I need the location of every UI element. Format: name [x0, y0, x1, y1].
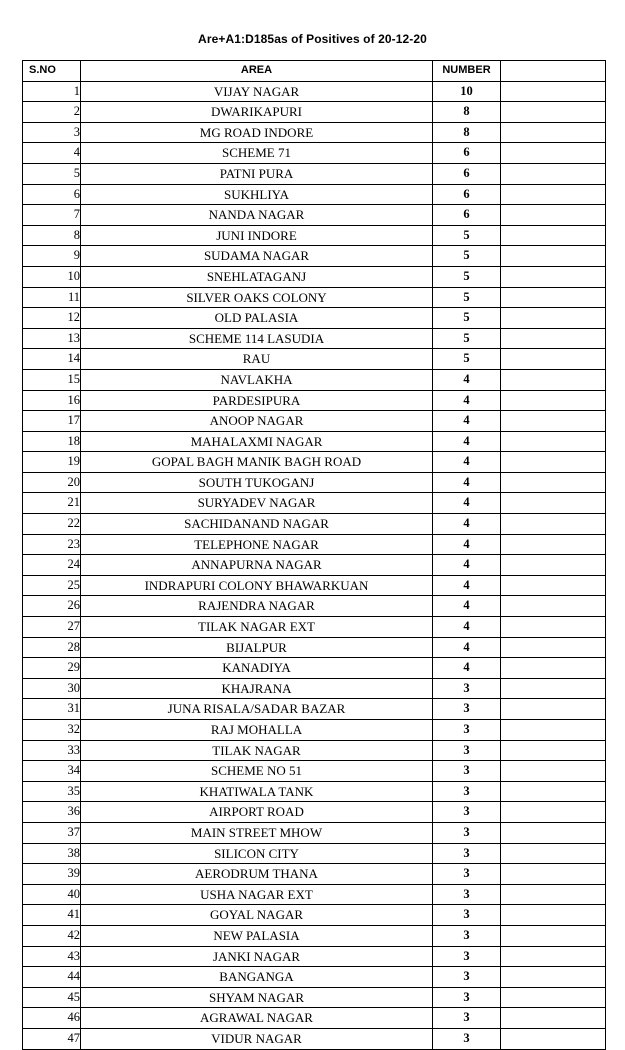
cell-number: 3: [433, 802, 501, 823]
cell-blank: [501, 266, 606, 287]
cell-sno: 3: [23, 122, 81, 143]
table-row: [23, 967, 606, 988]
cell-number: 6: [433, 184, 501, 205]
cell-blank: [501, 802, 606, 823]
cell-sno: 19: [23, 452, 81, 473]
column-header-area: AREA: [81, 61, 433, 82]
cell-area: USHA NAGAR EXT: [81, 884, 433, 905]
cell-number: 3: [433, 761, 501, 782]
cell-blank: [501, 102, 606, 123]
cell-blank: [501, 617, 606, 638]
cell-sno: 31: [23, 699, 81, 720]
cell-number: 4: [433, 411, 501, 432]
cell-area: SACHIDANAND NAGAR: [81, 514, 433, 535]
cell-blank: [501, 967, 606, 988]
cell-area: RAU: [81, 349, 433, 370]
table-row: [23, 720, 606, 741]
cell-number: 3: [433, 720, 501, 741]
cell-sno: 16: [23, 390, 81, 411]
cell-number: 4: [433, 596, 501, 617]
cell-sno: 1: [23, 81, 81, 102]
cell-blank: [501, 328, 606, 349]
cell-blank: [501, 1028, 606, 1049]
cell-blank: [501, 1008, 606, 1029]
cell-number: 8: [433, 102, 501, 123]
cell-sno: 18: [23, 431, 81, 452]
table-row: [23, 349, 606, 370]
cell-area: OLD PALASIA: [81, 308, 433, 329]
cell-sno: 8: [23, 225, 81, 246]
cell-blank: [501, 555, 606, 576]
cell-area: TILAK NAGAR EXT: [81, 617, 433, 638]
cell-area: SOUTH TUKOGANJ: [81, 472, 433, 493]
table-row: [23, 925, 606, 946]
cell-sno: 35: [23, 781, 81, 802]
cell-sno: 34: [23, 761, 81, 782]
cell-number: 3: [433, 925, 501, 946]
table-header: [23, 61, 606, 82]
cell-area: SCHEME NO 51: [81, 761, 433, 782]
cell-blank: [501, 514, 606, 535]
table-body: [23, 81, 606, 1049]
cell-sno: 25: [23, 575, 81, 596]
table-row: [23, 163, 606, 184]
cell-area: TILAK NAGAR: [81, 740, 433, 761]
cell-blank: [501, 864, 606, 885]
cell-number: 5: [433, 246, 501, 267]
cell-number: 4: [433, 617, 501, 638]
cell-blank: [501, 163, 606, 184]
cell-number: 4: [433, 637, 501, 658]
cell-number: 5: [433, 266, 501, 287]
cell-number: 3: [433, 884, 501, 905]
cell-area: ANNAPURNA NAGAR: [81, 555, 433, 576]
cell-area: NEW PALASIA: [81, 925, 433, 946]
table-row: [23, 225, 606, 246]
cell-number: 3: [433, 822, 501, 843]
cell-sno: 30: [23, 678, 81, 699]
cell-blank: [501, 143, 606, 164]
table-row: [23, 287, 606, 308]
cell-blank: [501, 658, 606, 679]
cell-sno: 44: [23, 967, 81, 988]
cell-blank: [501, 534, 606, 555]
cell-number: 3: [433, 967, 501, 988]
cell-blank: [501, 431, 606, 452]
table-row: [23, 122, 606, 143]
cell-sno: 14: [23, 349, 81, 370]
cell-sno: 28: [23, 637, 81, 658]
table-container: [0, 60, 625, 1050]
cell-sno: 5: [23, 163, 81, 184]
cell-blank: [501, 987, 606, 1008]
cell-number: 4: [433, 452, 501, 473]
table-row: [23, 987, 606, 1008]
cell-area: MAHALAXMI NAGAR: [81, 431, 433, 452]
table-row: [23, 1008, 606, 1029]
cell-number: 3: [433, 1028, 501, 1049]
cell-area: KANADIYA: [81, 658, 433, 679]
table-row: [23, 369, 606, 390]
table-row: [23, 699, 606, 720]
cell-area: GOYAL NAGAR: [81, 905, 433, 926]
cell-area: NAVLAKHA: [81, 369, 433, 390]
cell-blank: [501, 596, 606, 617]
cell-area: SILVER OAKS COLONY: [81, 287, 433, 308]
table-row: [23, 534, 606, 555]
cell-blank: [501, 493, 606, 514]
cell-area: JUNA RISALA/SADAR BAZAR: [81, 699, 433, 720]
cell-number: 3: [433, 905, 501, 926]
cell-sno: 7: [23, 205, 81, 226]
cell-sno: 29: [23, 658, 81, 679]
cell-blank: [501, 925, 606, 946]
cell-number: 4: [433, 493, 501, 514]
cell-blank: [501, 843, 606, 864]
table-row: [23, 246, 606, 267]
cell-sno: 47: [23, 1028, 81, 1049]
cell-sno: 21: [23, 493, 81, 514]
cell-sno: 43: [23, 946, 81, 967]
cell-number: 4: [433, 472, 501, 493]
table-row: [23, 205, 606, 226]
cell-area: BIJALPUR: [81, 637, 433, 658]
cell-blank: [501, 287, 606, 308]
cell-number: 6: [433, 163, 501, 184]
table-header-row: [23, 61, 606, 82]
cell-blank: [501, 678, 606, 699]
cell-area: SHYAM NAGAR: [81, 987, 433, 1008]
cell-blank: [501, 761, 606, 782]
cell-sno: 11: [23, 287, 81, 308]
cell-number: 4: [433, 534, 501, 555]
cell-area: AGRAWAL NAGAR: [81, 1008, 433, 1029]
cell-number: 3: [433, 699, 501, 720]
cell-number: 5: [433, 225, 501, 246]
cell-sno: 33: [23, 740, 81, 761]
table-row: [23, 472, 606, 493]
cell-area: SNEHLATAGANJ: [81, 266, 433, 287]
cell-blank: [501, 781, 606, 802]
cell-blank: [501, 184, 606, 205]
cell-area: MG ROAD INDORE: [81, 122, 433, 143]
cell-number: 3: [433, 946, 501, 967]
cell-area: GOPAL BAGH MANIK BAGH ROAD: [81, 452, 433, 473]
table-row: [23, 781, 606, 802]
cell-blank: [501, 452, 606, 473]
cell-sno: 13: [23, 328, 81, 349]
cell-sno: 23: [23, 534, 81, 555]
table-row: [23, 308, 606, 329]
cell-sno: 10: [23, 266, 81, 287]
cell-blank: [501, 472, 606, 493]
column-header-number: NUMBER: [433, 61, 501, 82]
cell-number: 4: [433, 390, 501, 411]
table-row: [23, 328, 606, 349]
cell-number: 6: [433, 205, 501, 226]
cell-sno: 39: [23, 864, 81, 885]
cell-blank: [501, 740, 606, 761]
cell-sno: 9: [23, 246, 81, 267]
cell-number: 4: [433, 575, 501, 596]
cell-blank: [501, 246, 606, 267]
table-row: [23, 884, 606, 905]
cell-blank: [501, 699, 606, 720]
table-row: [23, 761, 606, 782]
cell-sno: 15: [23, 369, 81, 390]
cell-area: PATNI PURA: [81, 163, 433, 184]
table-row: [23, 266, 606, 287]
cell-number: 4: [433, 431, 501, 452]
cell-area: JUNI INDORE: [81, 225, 433, 246]
cell-blank: [501, 122, 606, 143]
cell-number: 4: [433, 658, 501, 679]
cell-area: JANKI NAGAR: [81, 946, 433, 967]
table-row: [23, 1028, 606, 1049]
table-row: [23, 678, 606, 699]
cell-blank: [501, 225, 606, 246]
cell-area: RAJENDRA NAGAR: [81, 596, 433, 617]
table-row: [23, 390, 606, 411]
cell-sno: 38: [23, 843, 81, 864]
cell-blank: [501, 822, 606, 843]
cell-sno: 37: [23, 822, 81, 843]
cell-number: 5: [433, 308, 501, 329]
cell-area: TELEPHONE NAGAR: [81, 534, 433, 555]
cell-area: SURYADEV NAGAR: [81, 493, 433, 514]
cell-number: 3: [433, 781, 501, 802]
table-row: [23, 143, 606, 164]
table-row: [23, 452, 606, 473]
cell-number: 3: [433, 740, 501, 761]
column-header-sno: S.NO: [23, 61, 81, 82]
cell-sno: 17: [23, 411, 81, 432]
cell-number: 3: [433, 987, 501, 1008]
table-row: [23, 740, 606, 761]
positives-table: [22, 60, 606, 1050]
cell-sno: 36: [23, 802, 81, 823]
cell-blank: [501, 720, 606, 741]
cell-area: MAIN STREET MHOW: [81, 822, 433, 843]
cell-sno: 46: [23, 1008, 81, 1029]
table-row: [23, 905, 606, 926]
cell-sno: 40: [23, 884, 81, 905]
cell-area: PARDESIPURA: [81, 390, 433, 411]
cell-sno: 24: [23, 555, 81, 576]
table-row: [23, 822, 606, 843]
cell-blank: [501, 905, 606, 926]
table-row: [23, 81, 606, 102]
cell-sno: 4: [23, 143, 81, 164]
cell-sno: 45: [23, 987, 81, 1008]
cell-sno: 26: [23, 596, 81, 617]
cell-number: 10: [433, 81, 501, 102]
cell-number: 3: [433, 864, 501, 885]
cell-area: KHATIWALA TANK: [81, 781, 433, 802]
cell-area: INDRAPURI COLONY BHAWARKUAN: [81, 575, 433, 596]
table-row: [23, 514, 606, 535]
cell-sno: 32: [23, 720, 81, 741]
cell-area: AERODRUM THANA: [81, 864, 433, 885]
cell-number: 6: [433, 143, 501, 164]
cell-sno: 2: [23, 102, 81, 123]
cell-sno: 27: [23, 617, 81, 638]
cell-area: DWARIKAPURI: [81, 102, 433, 123]
cell-sno: 6: [23, 184, 81, 205]
cell-area: SCHEME 71: [81, 143, 433, 164]
cell-blank: [501, 81, 606, 102]
page-title: Are+A1:D185as of Positives of 20-12-20: [198, 32, 427, 46]
table-row: [23, 617, 606, 638]
cell-area: SUKHLIYA: [81, 184, 433, 205]
cell-area: SUDAMA NAGAR: [81, 246, 433, 267]
column-header-blank: [501, 61, 606, 82]
table-row: [23, 946, 606, 967]
cell-number: 4: [433, 514, 501, 535]
cell-blank: [501, 390, 606, 411]
cell-number: 5: [433, 287, 501, 308]
cell-sno: 20: [23, 472, 81, 493]
cell-number: 5: [433, 328, 501, 349]
table-row: [23, 575, 606, 596]
cell-number: 4: [433, 369, 501, 390]
cell-sno: 41: [23, 905, 81, 926]
table-row: [23, 596, 606, 617]
cell-blank: [501, 575, 606, 596]
cell-blank: [501, 205, 606, 226]
cell-area: SILICON CITY: [81, 843, 433, 864]
cell-sno: 22: [23, 514, 81, 535]
cell-area: BANGANGA: [81, 967, 433, 988]
table-row: [23, 843, 606, 864]
cell-area: VIJAY NAGAR: [81, 81, 433, 102]
table-row: [23, 431, 606, 452]
cell-area: SCHEME 114 LASUDIA: [81, 328, 433, 349]
cell-blank: [501, 411, 606, 432]
cell-number: 3: [433, 1008, 501, 1029]
cell-area: ANOOP NAGAR: [81, 411, 433, 432]
table-row: [23, 493, 606, 514]
table-row: [23, 184, 606, 205]
cell-area: KHAJRANA: [81, 678, 433, 699]
cell-blank: [501, 369, 606, 390]
table-row: [23, 802, 606, 823]
cell-area: AIRPORT ROAD: [81, 802, 433, 823]
cell-number: 4: [433, 555, 501, 576]
table-row: [23, 555, 606, 576]
cell-blank: [501, 637, 606, 658]
cell-blank: [501, 349, 606, 370]
cell-area: VIDUR NAGAR: [81, 1028, 433, 1049]
table-row: [23, 864, 606, 885]
cell-sno: 42: [23, 925, 81, 946]
cell-number: 5: [433, 349, 501, 370]
cell-number: 3: [433, 678, 501, 699]
cell-blank: [501, 946, 606, 967]
cell-sno: 12: [23, 308, 81, 329]
cell-area: RAJ MOHALLA: [81, 720, 433, 741]
cell-number: 3: [433, 843, 501, 864]
cell-blank: [501, 308, 606, 329]
cell-area: NANDA NAGAR: [81, 205, 433, 226]
table-row: [23, 102, 606, 123]
cell-number: 8: [433, 122, 501, 143]
table-row: [23, 658, 606, 679]
table-row: [23, 637, 606, 658]
cell-blank: [501, 884, 606, 905]
table-row: [23, 411, 606, 432]
